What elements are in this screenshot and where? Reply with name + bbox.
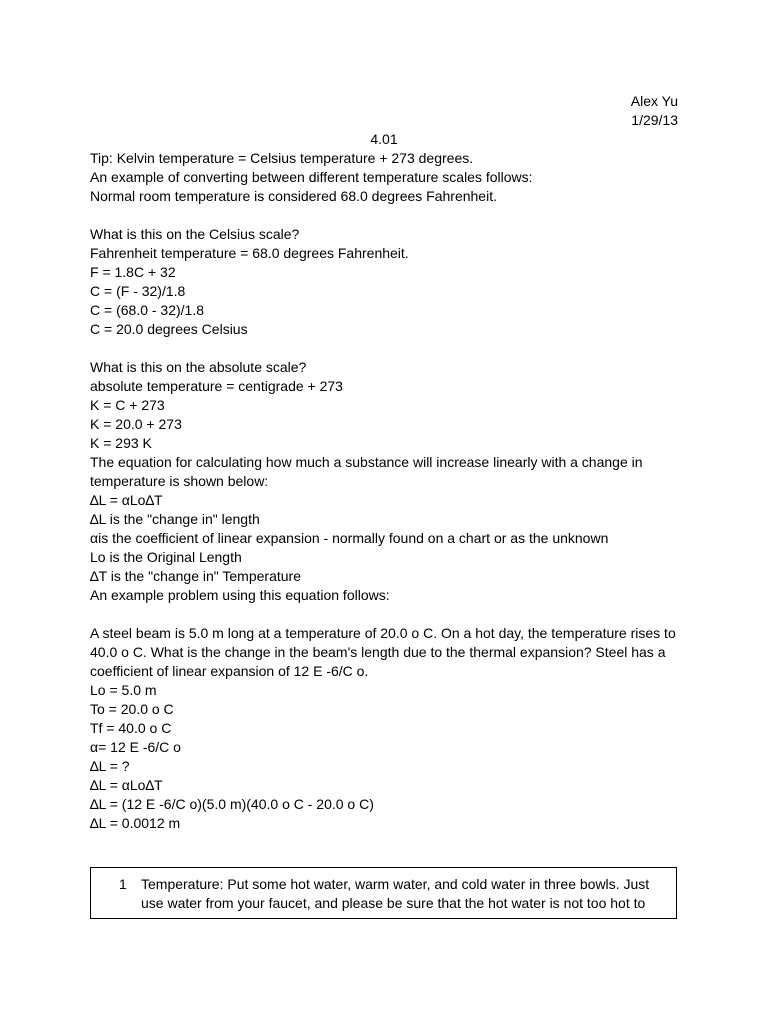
text-line: The equation for calculating how much a substance will increase linearly with a change in	[90, 454, 643, 470]
equation-line: ∆L = (12 E -6/C o)(5.0 m)(40.0 o C - 20.0 o C)	[90, 796, 374, 812]
text-line: absolute temperature = centigrade + 273	[90, 378, 343, 394]
activity-line: Temperature: Put some hot water, warm water, and cold water in three bowls. Just	[141, 876, 650, 892]
text-line: Tip: Kelvin temperature = Celsius temperature + 273 degrees.	[90, 150, 474, 166]
text-line: ∆L is the "change in" length	[90, 511, 260, 527]
text-line: A steel beam is 5.0 m long at a temperature of 20.0 o C. On a hot day, the temperature rises to	[90, 625, 676, 641]
document-title: 4.01	[370, 131, 398, 147]
equation-line: α= 12 E -6/C o	[90, 739, 181, 755]
equation-line: Lo = 5.0 m	[90, 682, 157, 698]
text-line: What is this on the absolute scale?	[90, 359, 307, 375]
equation-line: K = 293 K	[90, 435, 152, 451]
equation-line: C = 20.0 degrees Celsius	[90, 321, 248, 337]
equation-line: ∆L = 0.0012 m	[90, 815, 181, 831]
blank-line	[90, 339, 680, 358]
equation-line: K = 20.0 + 273	[90, 416, 182, 432]
text-line: 40.0 o C. What is the change in the beam's length due to the thermal expansion? Steel has a	[90, 644, 666, 660]
equation-line: Tf = 40.0 o C	[90, 720, 172, 736]
text-line: αis the coefficient of linear expansion - normally found on a chart or as the unknown	[90, 530, 609, 546]
equation-line: K = C + 273	[90, 397, 165, 413]
activity-table	[90, 867, 677, 919]
activity-number: 1	[119, 876, 127, 892]
text-line: An example problem using this equation follows:	[90, 587, 390, 603]
text-line: Lo is the Original Length	[90, 549, 242, 565]
text-line: temperature is shown below:	[90, 473, 269, 489]
text-line: What is this on the Celsius scale?	[90, 226, 300, 242]
text-line: coefficient of linear expansion of 12 E -6/C o.	[90, 663, 369, 679]
equation-line: C = (68.0 - 32)/1.8	[90, 302, 205, 318]
document-header	[631, 92, 678, 130]
activity-line: use water from your faucet, and please be sure that the hot water is not too hot to	[141, 895, 646, 911]
text-line: ∆T is the "change in" Temperature	[90, 568, 301, 584]
equation-line: ∆L = ?	[90, 758, 130, 774]
text-line: Normal room temperature is considered 68.0 degrees Fahrenheit.	[90, 188, 497, 204]
document-body	[90, 149, 680, 833]
blank-line	[90, 206, 680, 225]
author-name: Alex Yu	[630, 93, 678, 109]
equation-line: ∆L = αLo∆T	[90, 777, 163, 793]
text-line: An example of converting between different temperature scales follows:	[90, 169, 533, 185]
activity-description	[141, 875, 661, 913]
document-date: 1/29/13	[631, 112, 678, 128]
equation-line: ∆L = αLo∆T	[90, 492, 163, 508]
blank-line	[90, 605, 680, 624]
equation-line: C = (F - 32)/1.8	[90, 283, 186, 299]
equation-line: To = 20.0 o C	[90, 701, 174, 717]
text-line: Fahrenheit temperature = 68.0 degrees Fahrenheit.	[90, 245, 409, 261]
equation-line: F = 1.8C + 32	[90, 264, 176, 280]
